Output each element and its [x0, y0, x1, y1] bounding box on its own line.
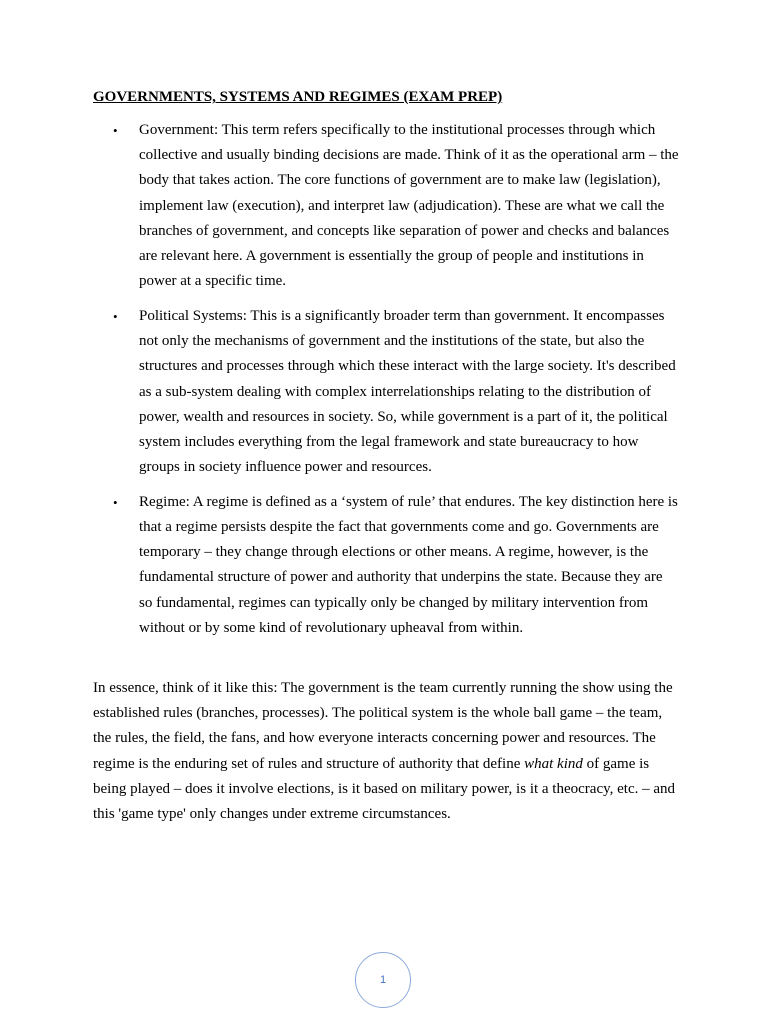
- document-title: GOVERNMENTS, SYSTEMS AND REGIMES (EXAM PREP): [93, 89, 503, 105]
- list-item-government: [113, 118, 679, 294]
- list-item-political-systems: [113, 304, 679, 480]
- list-item-text: Political Systems: This is a significantly broader term than government. It encompasses not only the mechanisms of government and the institutions of the state, but also the structures and processes through which these interact with the large society. It's described as a sub-system dealing with complex interrelationships relating to the distribution of power, wealth and resources in society. So, while government is a part of it, the political system includes everything from the legal framework and state bureaucracy to how groups in society influence power and resources.: [139, 307, 676, 476]
- bullet-icon: •: [113, 494, 118, 510]
- summary-paragraph: [93, 676, 679, 827]
- list-item-text: Government: This term refers specifically to the institutional processes through which collective and usually binding decisions are made. Think of it as the operational arm – the body that takes action. The core functions of government are to make law (legislation), implement law (execution), and interpret law (adjudication). These are what we call the branches of government, and concepts like separation of power and checks and balances are relevant here. A government is essentially the group of people and institutions in power at a specific time.: [139, 122, 679, 290]
- list-item-regime: [113, 490, 679, 641]
- summary-text-start: In essence, think of it like this: The government is the team currently running the show using the established rules (branches, processes). The political system is the whole ball game – the team, the rules, the field, the fans, and how everyone interacts concerning power and resources. The regime is the enduring set of rules and structure of authority that define: [93, 680, 673, 772]
- list-item-text: Regime: A regime is defined as a ‘system of rule’ that endures. The key distinction here is that a regime persists despite the fact that governments come and go. Governments are temporary – they change through elections or other means. A regime, however, is the fundamental structure of power and authority that underpins the state. Because they are so fundamental, regimes can typically only be changed by military intervention from without or by some kind of revolutionary upheaval from within.: [139, 493, 678, 636]
- page-number-badge: [355, 952, 411, 1008]
- page-number: 1: [379, 974, 387, 986]
- definitions-list: [113, 118, 679, 651]
- bullet-icon: •: [113, 308, 118, 324]
- bullet-icon: •: [113, 123, 118, 138]
- summary-text-end: of game is being played – does it involve elections, is it based on military power, is it a theocracy, etc. – and this 'game type' only changes under extreme circumstances.: [93, 755, 676, 823]
- summary-emphasis: what kind: [524, 755, 583, 772]
